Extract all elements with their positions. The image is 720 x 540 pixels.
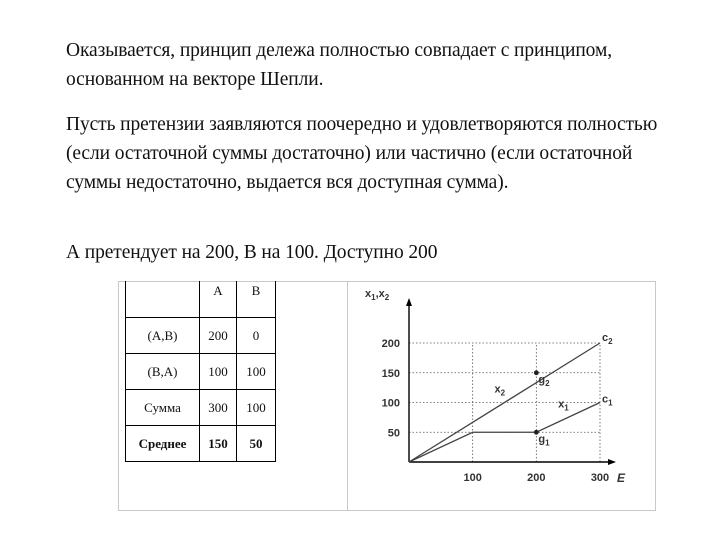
table-cell: Среднее: [126, 426, 200, 462]
table-cell: (В,А): [126, 354, 200, 390]
series-label-x2: $x_2$: [494, 383, 506, 398]
paragraph-claims-rule: Пусть претензии заявляются поочередно и удовлетворяются полностью (если остаточной суммы достаточно) или частично (если остаточной суммы недостаточно, выдается вся доступная сумма).: [66, 114, 658, 193]
y-axis-label: $x_1,x_2$: [365, 288, 390, 302]
table-cell: 100: [200, 354, 237, 390]
series-end-label-c2: $c_2$: [602, 332, 613, 346]
table-cell: 200: [200, 318, 237, 354]
point-label-g1: $g_1$: [538, 433, 550, 448]
y-tick-label: 200: [381, 338, 400, 350]
x-axis-label: E: [617, 471, 626, 485]
table-header-cell: A: [200, 281, 237, 318]
series-end-label-c1: $c_1$: [602, 393, 613, 408]
paragraph-intro: Оказывается, принцип дележа полностью совпадает с принципом, основанном на векторе Шепли.: [66, 40, 612, 90]
paragraph-example: А претендует на 200, В на 100. Доступно 200: [66, 242, 438, 263]
y-axis-arrow: [406, 298, 412, 306]
x-tick-label: 300: [590, 472, 610, 484]
y-tick-label: 50: [387, 427, 400, 440]
table-cell: Сумма: [126, 390, 200, 426]
table-cell: 0: [237, 318, 276, 354]
table-cell: 150: [200, 426, 237, 462]
table-cell: 50: [237, 426, 276, 462]
y-tick-label: 150: [381, 367, 400, 380]
point-label-g2: $g_2$: [538, 373, 550, 388]
x-tick-label: 200: [527, 472, 546, 484]
table-cell: 100: [237, 354, 276, 390]
y-tick-label: 100: [381, 397, 400, 410]
table-cell: (А,В): [126, 318, 200, 354]
table-cell: 300: [200, 390, 237, 426]
table-header-cell: B: [237, 281, 276, 318]
series-label-x1: $x_1$: [558, 398, 569, 413]
x-tick-label: 100: [463, 472, 482, 484]
table-cell: 100: [237, 390, 276, 426]
x-axis-arrow: [608, 459, 616, 465]
